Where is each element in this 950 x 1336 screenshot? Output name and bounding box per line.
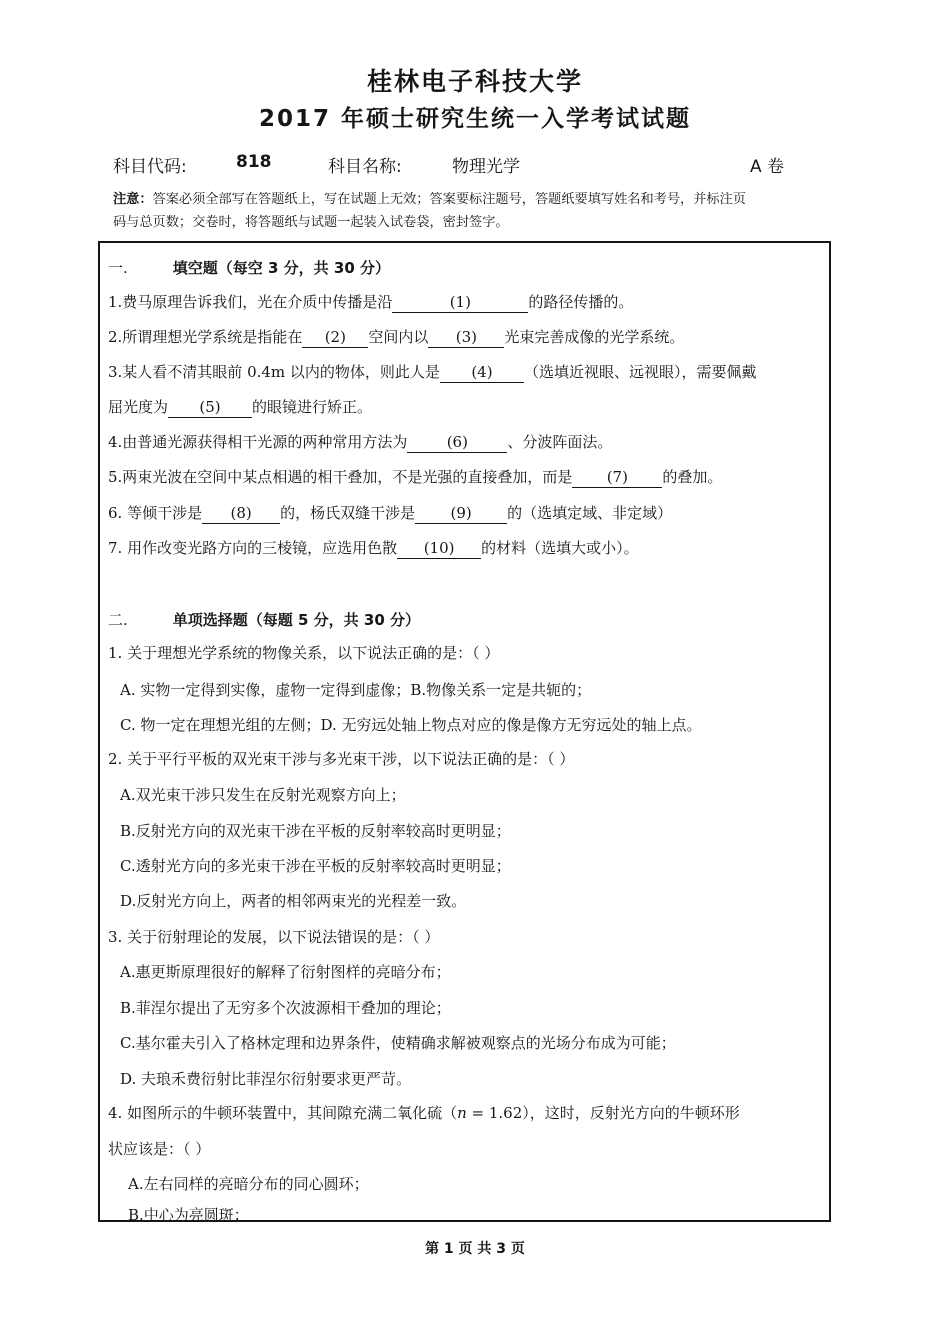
answer-blank-5: (5) — [168, 397, 252, 418]
fill-question-3-cont — [108, 397, 828, 418]
choice-question-1: 1. 关于理想光学系统的物像关系，以下说法正确的是：（ ） — [108, 644, 500, 662]
choice-question-3: 3. 关于衍射理论的发展，以下说法错误的是：（ ） — [108, 928, 440, 946]
subject-code-label: 科目代码: — [113, 157, 187, 177]
q-text: 光束完善成像的光学系统。 — [504, 328, 685, 346]
notice-line-2: 码与总页数；交卷时，将答题纸与试题一起装入试卷袋，密封签字。 — [113, 215, 509, 230]
q-text: 1.费马原理告诉我们，光在介质中传播是沿 — [108, 293, 393, 311]
fill-question-3 — [108, 362, 828, 383]
q-text: 的材料（选填大或小）。 — [481, 539, 639, 557]
subject-name-value: 物理光学 — [452, 157, 520, 177]
q-text: 3.某人看不清其眼前 0.4m 以内的物体，则此人是 — [108, 363, 440, 381]
exam-notice — [113, 188, 829, 234]
answer-blank-2: (2) — [302, 327, 368, 348]
section-1-title: 填空题（每空 3 分，共 30 分） — [172, 259, 390, 277]
page-number: 第 1 页 共 3 页 — [425, 1241, 525, 1257]
fill-question-7 — [108, 538, 828, 559]
exam-title: 2017 年硕士研究生统一入学考试试题 — [258, 106, 692, 132]
choice-2-option-a: A.双光束干涉只发生在反射光观察方向上； — [120, 786, 406, 804]
choice-question-4-cont: 状应该是：（ ） — [108, 1140, 211, 1158]
notice-line-1: 答案必须全部写在答题纸上，写在试题上无效；答案要标注题号，答题纸要填写姓名和考号，并标注页 — [152, 192, 746, 207]
answer-blank-8: (8) — [202, 503, 280, 524]
q-text: 4. 如图所示的牛顿环装置中，其间隙充满二氧化硫（ — [108, 1104, 458, 1122]
choice-3-option-b: B.菲涅尔提出了无穷多个次波源相干叠加的理论； — [120, 999, 451, 1017]
q-text: 的（选填定域、非定域） — [507, 504, 673, 522]
q-text: 的，杨氏双缝干涉是 — [280, 504, 416, 522]
q-text: 5.两束光波在空间中某点相遇的相干叠加，不是光强的直接叠加，而是 — [108, 468, 573, 486]
section-2-number: 二. — [108, 611, 128, 629]
choice-4-option-a: A.左右同样的亮暗分布的同心圆环； — [128, 1175, 369, 1193]
q-text: 的叠加。 — [662, 468, 723, 486]
q-text: 2.所谓理想光学系统是指能在 — [108, 328, 303, 346]
q-text: （选填近视眼、远视眼），需要佩戴 — [523, 363, 757, 381]
fill-question-2 — [108, 327, 828, 348]
paper-version: A 卷 — [750, 157, 785, 177]
choice-3-option-d: D. 夫琅禾费衍射比菲涅尔衍射要求更严苛。 — [120, 1070, 412, 1088]
fill-question-1 — [108, 292, 828, 313]
choice-2-option-d: D.反射光方向上，两者的相邻两束光的光程差一致。 — [120, 892, 467, 910]
q-text: ），这时，反射光方向的牛顿环形 — [522, 1104, 740, 1122]
answer-blank-1: (1) — [392, 292, 528, 313]
q-text: 空间内以 — [368, 328, 429, 346]
fill-question-4 — [108, 432, 828, 453]
university-title: 桂林电子科技大学 — [366, 67, 583, 96]
q-text: 的路径传播的。 — [528, 293, 634, 311]
fill-question-5 — [108, 467, 828, 488]
fill-question-6 — [108, 503, 828, 524]
choice-4-option-b: B.中心为亮圆斑； — [128, 1206, 249, 1224]
refractive-index-symbol: n — [457, 1104, 467, 1122]
answer-blank-9: (9) — [415, 503, 507, 524]
section-1-number: 一. — [108, 259, 128, 277]
q-text: 6. 等倾干涉是 — [108, 504, 203, 522]
section-2-heading — [108, 610, 828, 630]
section-2-title: 单项选择题（每题 5 分，共 30 分） — [172, 611, 420, 629]
q-text: 屈光度为 — [108, 398, 169, 416]
notice-label: 注意： — [113, 192, 153, 207]
choice-3-option-a: A.惠更斯原理很好的解释了衍射图样的亮暗分布； — [120, 963, 451, 981]
q-text: 的眼镜进行矫正。 — [252, 398, 373, 416]
answer-blank-7: (7) — [572, 467, 662, 488]
choice-3-option-c: C.基尔霍夫引入了格林定理和边界条件，使精确求解被观察点的光场分布成为可能； — [120, 1034, 676, 1052]
choice-1-options-cd: C. 物一定在理想光组的左侧；D. 无穷远处轴上物点对应的像是像方无穷远处的轴上点。 — [120, 716, 702, 734]
subject-code-value: 818 — [236, 152, 272, 172]
choice-question-4 — [108, 1103, 828, 1123]
refractive-index-value: = 1.62 — [466, 1104, 523, 1122]
q-text: 7. 用作改变光路方向的三棱镜，应选用色散 — [108, 539, 398, 557]
choice-question-2: 2. 关于平行平板的双光束干涉与多光束干涉，以下说法正确的是：（ ） — [108, 750, 575, 768]
answer-blank-4: (4) — [440, 362, 524, 383]
choice-2-option-c: C.透射光方向的多光束干涉在平板的反射率较高时更明显； — [120, 857, 511, 875]
answer-blank-6: (6) — [407, 432, 507, 453]
choice-2-option-b: B.反射光方向的双光束干涉在平板的反射率较高时更明显； — [120, 822, 511, 840]
answer-blank-10: (10) — [397, 538, 481, 559]
q-text: 、分波阵面法。 — [507, 433, 613, 451]
q-text: 4.由普通光源获得相干光源的两种常用方法为 — [108, 433, 408, 451]
choice-1-options-ab: A. 实物一定得到实像，虚物一定得到虚像；B.物像关系一定是共轭的； — [120, 681, 592, 699]
answer-blank-3: (3) — [428, 327, 504, 348]
subject-name-label: 科目名称: — [328, 157, 402, 177]
section-1-heading — [108, 258, 828, 278]
